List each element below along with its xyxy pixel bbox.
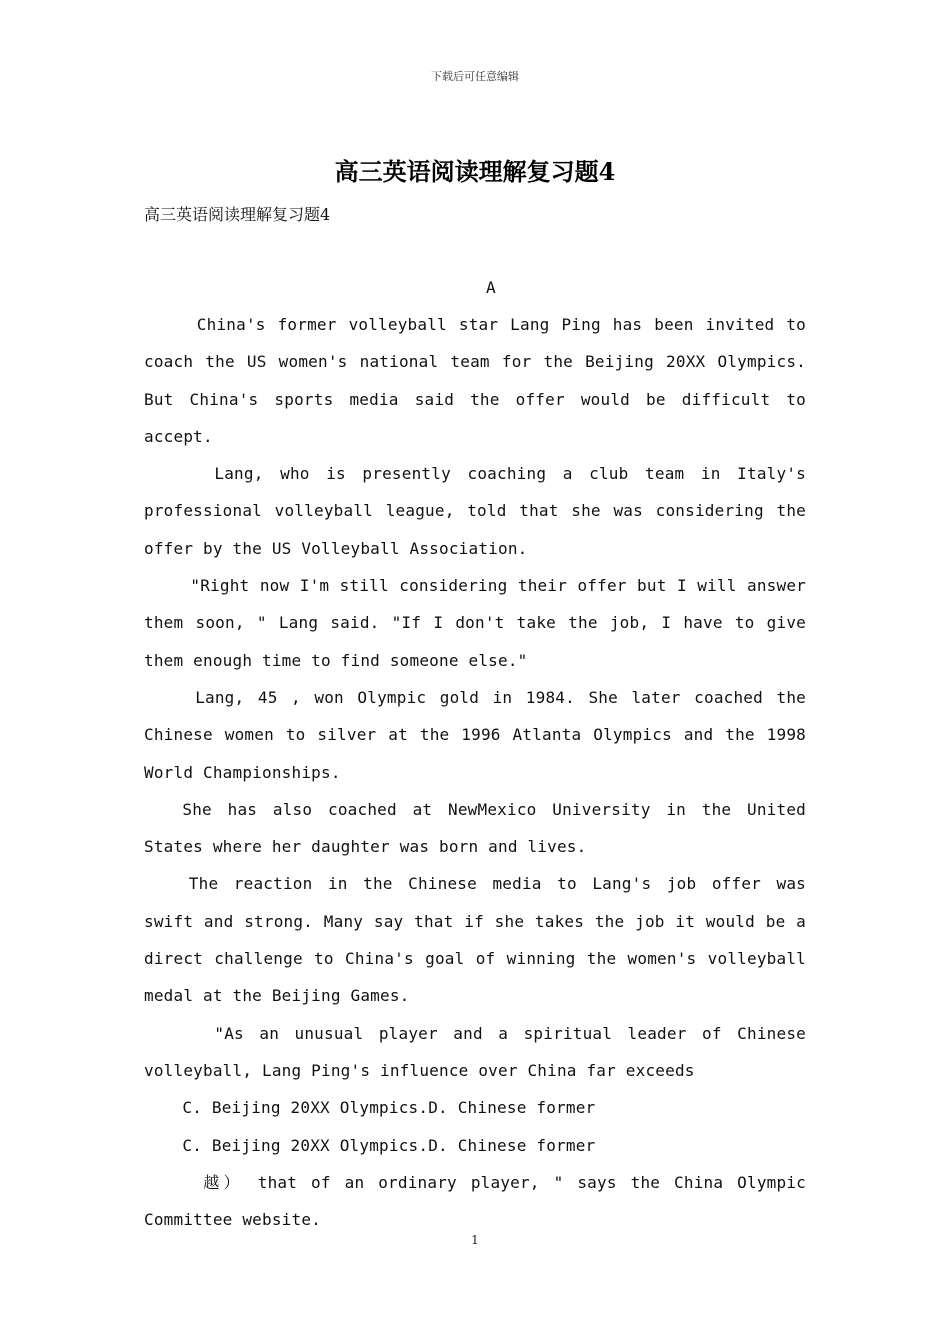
paragraph: C. Beijing 20XX Olympics.D. Chinese former [182,1135,596,1155]
document-title: 高三英语阅读理解复习题4 [334,157,616,186]
paragraph: "Right now I'm still considering their offer but I will answer them soon, " Lang said. "If I don't take the job, I have to give them enough time to find someone else." [144,576,806,670]
paragraph: She has also coached at NewMexico University in the United States where her daughter was born and lives. [144,799,806,857]
section-label: A [486,278,496,297]
paragraph: "As an unusual player and a spiritual leader of Chinese volleyball, Lang Ping's influence over China far exceeds [144,1023,806,1080]
document-subtitle: 高三英语阅读理解复习题4 [144,205,331,224]
paragraph: China's former volleyball star Lang Ping has been invited to coach the US women's national team for the Beijing 20XX Olympics. But China's sports media said the offer would be difficult to accept. [144,315,806,446]
article-body [144,306,806,1238]
paragraph: Lang, who is presently coaching a club team in Italy's professional volleyball league, told that she was considering the offer by the US Volleyball Association. [144,464,806,558]
paragraph: Lang, 45 , won Olympic gold in 1984. She later coached the Chinese women to silver at the 1996 Atlanta Olympics and the 1998 World Championships. [144,687,806,782]
paragraph: C. Beijing 20XX Olympics.D. Chinese former [182,1098,596,1118]
page-number: 1 [471,1233,479,1247]
page-header-note: 下载后可任意编辑 [431,70,519,83]
paragraph: 越） that of an ordinary player, " says the China Olympic Committee website. [144,1172,806,1230]
paragraph: The reaction in the Chinese media to Lang's job offer was swift and strong. Many say that if she takes the job it would be a direct challenge to China's goal of winning the women's volleyball medal at the Beijing Games. [144,874,806,1006]
